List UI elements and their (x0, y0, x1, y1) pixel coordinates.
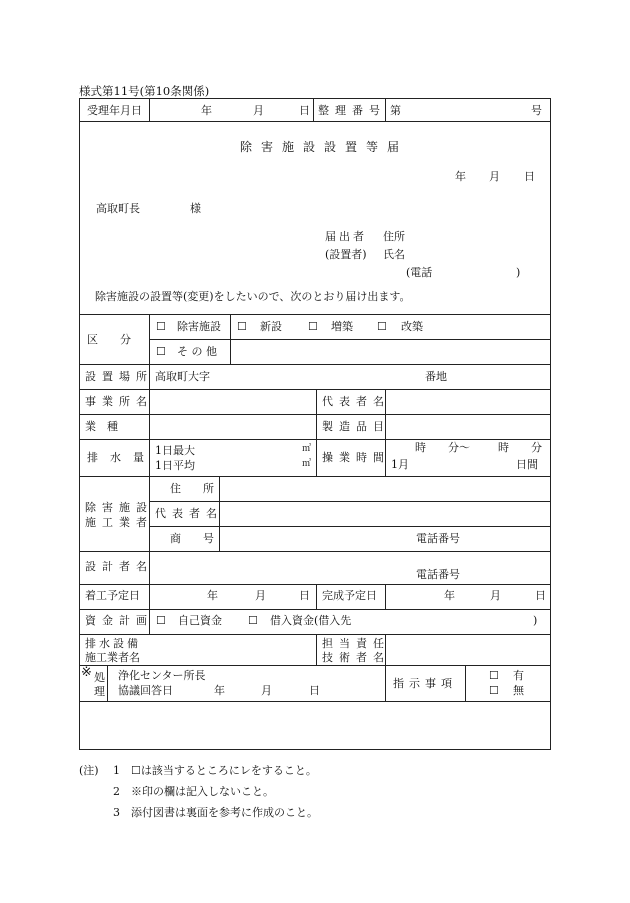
note-text: ※印の欄は記入しないこと。 (131, 785, 274, 798)
received-month: 月 (253, 104, 264, 117)
rule (80, 665, 550, 666)
location-label: 設置場所 (85, 370, 153, 383)
consult-day: 日 (309, 684, 320, 697)
received-day: 日 (299, 104, 310, 117)
rule (385, 665, 386, 701)
rule (316, 389, 317, 476)
notifier-phone-close: ) (516, 266, 521, 279)
contractor-address-label: 住 所 (170, 482, 214, 495)
responsible-engineer-label-2: 技術者名 (322, 651, 390, 664)
rule (313, 99, 314, 121)
rule (80, 121, 550, 122)
office-use-mark: ※ (81, 665, 92, 680)
rule (149, 339, 550, 340)
ref-number-prefix: 第 (390, 104, 401, 117)
form-title: 除害施設設置等届 (240, 140, 409, 154)
instruction-yes: 有 (513, 669, 524, 682)
rule (107, 665, 108, 701)
location-value: 高取町大字 (155, 370, 210, 383)
option-abatement-facility: 除害施設 (177, 320, 221, 333)
contractor-rep-label: 代表者名 (155, 507, 223, 520)
rule (149, 99, 150, 121)
loan-close-paren: ) (533, 614, 538, 627)
rule (316, 634, 317, 665)
discharge-max-label: 1日最大 (155, 444, 195, 457)
note-text: 添付図書は裏面を参考に作成のこと。 (131, 806, 318, 819)
start-day: 日 (299, 589, 310, 602)
start-date-label: 着工予定日 (85, 589, 140, 602)
option-other: そ の 他 (177, 345, 217, 358)
contractor-phone-label: 電話番号 (416, 532, 460, 545)
operating-hours-label: 操業時間 (322, 451, 390, 464)
days-label: 日間 (516, 458, 538, 471)
notifier-label: 届出者 (325, 230, 367, 243)
discharge-avg-label: 1日平均 (155, 459, 195, 472)
date-month: 月 (489, 170, 500, 183)
rule (80, 584, 550, 585)
product-label: 製造品目 (322, 420, 390, 433)
date-year: 年 (455, 170, 466, 183)
addressee-name: 高取町長 (96, 202, 140, 215)
checkbox[interactable]: ☐ (156, 614, 166, 627)
instruction-no: 無 (513, 684, 524, 697)
form-frame (79, 98, 551, 750)
processing-label-2: 理 (94, 685, 105, 698)
rule (316, 584, 317, 609)
start-month: 月 (255, 589, 266, 602)
rule (385, 584, 386, 609)
option-renovation: 改築 (401, 320, 423, 333)
purification-center-director: 浄化センター所長 (118, 669, 206, 682)
rule (80, 551, 550, 552)
instruction-label: 指示事項 (393, 677, 457, 690)
rule (80, 439, 550, 440)
notes-prefix: (注) (79, 764, 99, 777)
note-number: 2 (113, 785, 120, 798)
completion-day: 日 (535, 589, 546, 602)
note-number: 1 (113, 764, 120, 777)
addressee-honorific: 様 (190, 202, 201, 215)
ref-number-suffix: 号 (531, 104, 542, 117)
consultation-date-label: 協議回答日 (118, 684, 173, 697)
location-suffix: 番地 (425, 370, 447, 383)
hours-from: 時 分〜 (415, 441, 470, 454)
checkbox[interactable]: ☐ (248, 614, 258, 627)
notifier-name-label: 氏名 (383, 248, 405, 261)
rule (149, 501, 550, 502)
consult-year: 年 (214, 684, 225, 697)
intro-text: 除害施設の設置等(変更)をしたいので、次のとおり届け出ます。 (95, 290, 411, 303)
checkbox[interactable]: ☐ (237, 320, 247, 333)
rule (465, 665, 466, 701)
date-day: 日 (524, 170, 535, 183)
rule (80, 314, 550, 315)
rule (80, 414, 550, 415)
rule (80, 701, 550, 702)
rule (80, 476, 550, 477)
ref-number-label: 整理番号 (318, 104, 386, 117)
option-extension: 増築 (331, 320, 353, 333)
checkbox[interactable]: ☐ (156, 345, 166, 358)
note-text: ☐は該当するところにレをすること。 (131, 764, 317, 777)
designer-label: 設計者名 (85, 560, 153, 573)
received-date-label: 受理年月日 (87, 104, 142, 117)
checkbox[interactable]: ☐ (489, 684, 499, 697)
note-number: 3 (113, 806, 120, 819)
funding-label: 資金計画 (85, 614, 153, 627)
representative-label: 代表者名 (322, 395, 390, 408)
responsible-engineer-label-1: 担当責任 (322, 637, 390, 650)
hours-to: 時 分 (498, 441, 542, 454)
checkbox[interactable]: ☐ (489, 669, 499, 682)
completion-month: 月 (490, 589, 501, 602)
drain-contractor-label-1: 排水設備 (85, 637, 141, 650)
rule (80, 389, 550, 390)
rule (80, 634, 550, 635)
drain-contractor-label-2: 施工業者名 (85, 651, 140, 664)
rule (149, 526, 550, 527)
contractor-trade-label: 商 号 (170, 532, 214, 545)
rule (80, 364, 550, 365)
own-funds-label: 自己資金 (178, 614, 222, 627)
contractor-label-2: 施工業者 (85, 516, 153, 529)
discharge-label: 排水量 (87, 451, 156, 464)
start-year: 年 (207, 589, 218, 602)
received-year: 年 (201, 104, 212, 117)
checkbox[interactable]: ☐ (156, 320, 166, 333)
notifier-sub-label: (設置者) (325, 248, 367, 261)
rule (80, 609, 550, 610)
processing-label-1: 処 (94, 671, 105, 684)
designer-phone-label: 電話番号 (416, 568, 460, 581)
office-name-label: 事業所名 (85, 395, 153, 408)
loan-funds-label: 借入資金(借入先 (270, 614, 352, 627)
rule (230, 314, 231, 364)
contractor-label-1: 除害施設 (85, 501, 153, 514)
notifier-address-label: 住所 (383, 230, 405, 243)
completion-year: 年 (444, 589, 455, 602)
industry-label: 業 種 (85, 420, 118, 433)
consult-month: 月 (261, 684, 272, 697)
unit-cubic-meter: ㎥ (302, 444, 312, 454)
month-label: 1月 (391, 458, 409, 471)
checkbox[interactable]: ☐ (377, 320, 387, 333)
form-number: 様式第11号(第10条関係) (79, 84, 210, 98)
unit-cubic-meter: ㎥ (302, 459, 312, 469)
notifier-phone-open: (電話 (406, 266, 433, 279)
checkbox[interactable]: ☐ (308, 320, 318, 333)
category-label: 区 分 (87, 333, 131, 346)
option-new: 新設 (260, 320, 282, 333)
rule (149, 314, 150, 634)
completion-date-label: 完成予定日 (322, 589, 377, 602)
